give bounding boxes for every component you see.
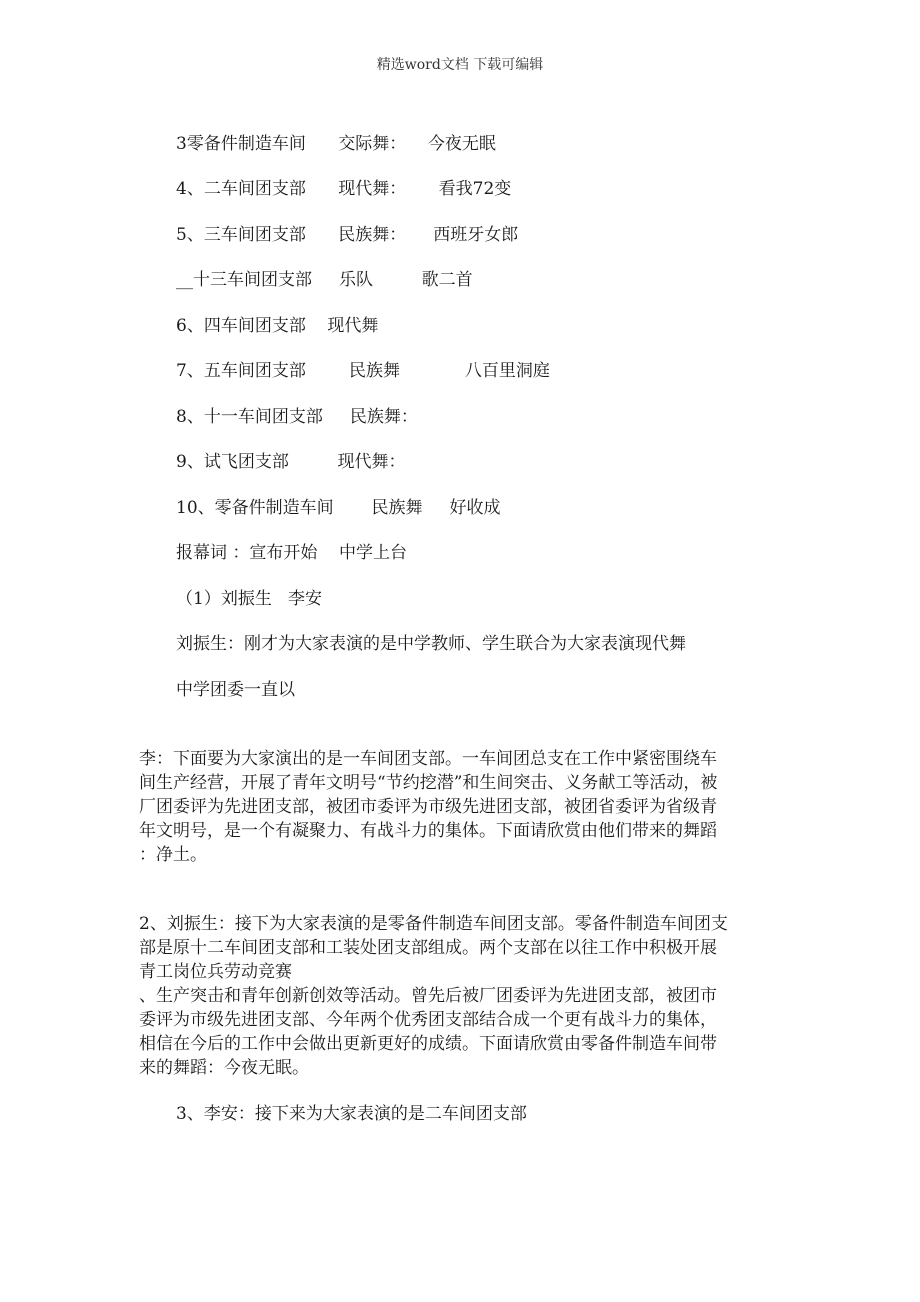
- paragraph-line: 委评为市级先进团支部、今年两个优秀团支部结合成一个更有战斗力的集体，: [139, 1010, 717, 1030]
- paragraph-line: 年文明号，是一个有凝聚力、有战斗力的集体。下面请欣赏由他们带来的舞蹈: [139, 821, 717, 841]
- host-speech-line: 刘振生：刚才为大家表演的是中学教师、学生联合为大家表演现代舞: [176, 634, 686, 654]
- program-line: 6、四车间团支部 现代舞: [176, 316, 379, 336]
- paragraph-line: 2、刘振生：接下为大家表演的是零备件制造车间团支部。零备件制造车间团支: [139, 914, 728, 934]
- paragraph-liu: [139, 912, 779, 1080]
- page-header: 精选word文档 下载可编辑: [376, 57, 544, 73]
- program-line: 5、三车间团支部 民族舞： 西班牙女郎: [176, 225, 519, 245]
- program-line: 10、零备件制造车间 民族舞 好收成: [176, 498, 501, 518]
- paragraph-line: 来的舞蹈：今夜无眠。: [139, 1058, 309, 1078]
- paragraph-line: ：净土。: [139, 845, 207, 865]
- paragraph-line: 青工岗位兵劳动竞赛: [139, 962, 292, 982]
- closing-line: 3、李安：接下来为大家表演的是二车间团支部: [176, 1104, 527, 1124]
- paragraph-line: 李：下面要为大家演出的是一车间团支部。一车间团总支在工作中紧密围绕车: [139, 749, 717, 769]
- program-line: 9、试飞团支部 现代舞：: [176, 452, 406, 472]
- host-names-line: （1）刘振生 李安: [176, 589, 323, 609]
- program-line: 8、十一车间团支部 民族舞：: [176, 407, 418, 427]
- announcement-line: 报幕词 ：宣布开始 中学上台: [176, 543, 408, 563]
- paragraph-line: 相信在今后的工作中会做出更新更好的成绩。下面请欣赏由零备件制造车间带: [139, 1034, 717, 1054]
- program-line: 7、五车间团支部 民族舞 八百里洞庭: [176, 361, 550, 381]
- program-line: 3零备件制造车间 交际舞： 今夜无眠: [176, 134, 496, 154]
- paragraph-line: 间生产经营，开展了青年文明号“节约挖潜”和生间突击、义务献工等活动，被: [139, 773, 718, 793]
- paragraph-line: 厂团委评为先进团支部，被团市委评为市级先进团支部，被团省委评为省级青: [139, 797, 717, 817]
- paragraph-line: 部是原十二车间团支部和工装处团支部组成。两个支部在以往工作中积极开展: [139, 938, 717, 958]
- program-line: 4、二车间团支部 现代舞： 看我72变: [176, 179, 512, 199]
- host-speech-line: 中学团委一直以: [176, 680, 295, 700]
- paragraph-li: [139, 747, 779, 867]
- program-line: __十三车间团支部 乐队 歌二首: [176, 270, 473, 290]
- paragraph-line: 、生产突击和青年创新创效等活动。曾先后被厂团委评为先进团支部，被团市: [139, 986, 717, 1006]
